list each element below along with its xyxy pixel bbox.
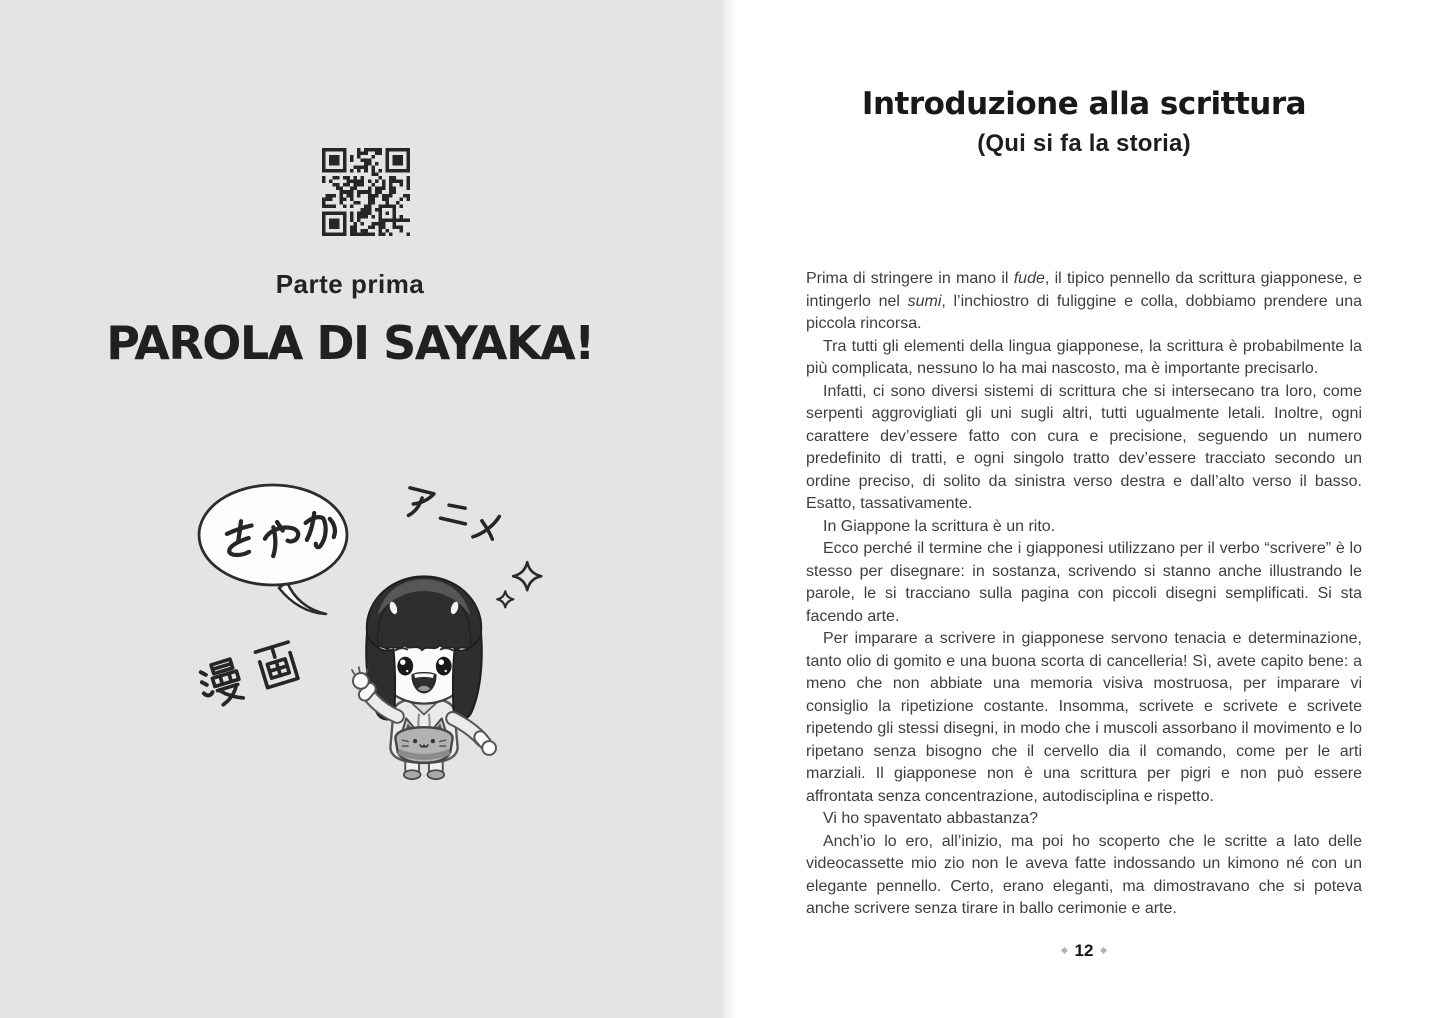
right-page — [727, 0, 1445, 1018]
hair-dome — [367, 576, 481, 679]
legs — [404, 757, 444, 779]
paragraph: Prima di stringere in mano il fude, il tipico pennello da scrittura giapponese, e intingerlo nel sumi, l’inchiostro di fuliggine e colla, dobbiamo prendere una piccola rincorsa. — [806, 270, 1363, 332]
paragraph: Anch’io lo ero, all’inizio, ma poi ho scoperto che le scritte a lato delle videocassette mio zio non le aveva fatte indossando un kimono né con un elegante pennello. Certo, erano eleganti, ma dimostravano che si poteva anche scrivere senza tirare in ballo cerimonie e arte. — [806, 832, 1362, 917]
kanji-ga — [255, 642, 299, 688]
hair-shine — [449, 601, 459, 615]
body-text — [806, 268, 1362, 921]
bubble-tail — [279, 582, 326, 614]
paragraph: Vi ho spaventato abbastanza? — [823, 810, 1038, 827]
hair-highlight — [378, 579, 471, 616]
kanji-man — [197, 658, 245, 709]
hair-right — [453, 636, 482, 720]
part-title: PAROLA DI SAYAKA! — [106, 316, 594, 370]
heart-toggle — [413, 730, 426, 740]
word-anime — [393, 476, 515, 551]
page-number: 12 — [1074, 941, 1094, 960]
extended-arm — [453, 718, 496, 755]
sparkles-icon — [496, 560, 544, 612]
kana-ni — [440, 502, 469, 525]
chibi-character — [350, 566, 498, 784]
chapter-heading: Introduzione alla scrittura — [861, 86, 1307, 122]
kana-me — [473, 511, 499, 543]
footer-diamond-left — [1060, 947, 1067, 954]
bangs — [377, 588, 470, 650]
part-label: Parte prima — [275, 269, 425, 299]
qr-code — [322, 148, 410, 236]
hair-left — [366, 636, 395, 720]
speech-bubble — [195, 482, 355, 618]
bubble-body — [199, 485, 347, 585]
kana-a — [402, 487, 434, 521]
mouth — [412, 673, 436, 693]
footer-diamond-right — [1100, 947, 1107, 954]
paragraph: Tra tutti gli elementi della lingua giapponese, la scrittura è probabilmente la più complicata, nessuno lo ha mai nascosto, ma è importante precisarlo. — [806, 337, 1362, 377]
hoodie-body — [390, 698, 457, 763]
word-manga — [188, 629, 312, 717]
qr-code-canvas — [322, 148, 410, 236]
paragraph: Per imparare a scrivere in giapponese servono tenacia e determinazione, tanto olio di gomito e una buona scorta di cancelleria! Sì, avete capito bene: a meno che non abbiate una memoria visiva mostruosa, per imparare vi consiglio la ripetizione costante. Insomma, scrivete e scrivete e scrivete ripetendo gli stessi disegni, in modo che i muscoli assorbano il movimento e lo ripetano senza bisogno che il cervello dia il comando, come per le arti marziali. Il giapponese non è una scrittura per pigri e non può essere affrontata senza concentrazione, autodisciplina e rispetto. — [806, 630, 1362, 805]
drawstrings — [413, 714, 430, 740]
paragraph: Infatti, ci sono diversi sistemi di scrittura che si intersecano tra loro, come serpenti aggrovigliati gli uni sugli altri, tutti ugualmente letali. Inoltre, ogni carattere dev’essere fatto con cura e precisione, seguendo un numero predefinito di tratti, e ogni singolo tratto dev’essere tracciato secondo un ordine preciso, di solito da sinistra verso destra e dall’alto verso il basso. Esatto, tassativamente. — [806, 382, 1362, 512]
face — [376, 621, 473, 704]
chapter-subheading: (Qui si fa la storia) — [977, 130, 1191, 157]
page-footer — [806, 941, 1362, 961]
paragraph: In Giappone la scrittura è un rito. — [823, 517, 1056, 535]
bubble-kana-sayaka — [226, 511, 337, 561]
paragraph: Ecco perché il termine che i giapponesi utilizzano per il verbo “scrivere” è lo stesso per disegnare: in sostanza, scrivendo si stanno anche illustrando le parole, le si tracciano sulla pagina con piccoli disegni semplificati. Si sta facendo arte. — [806, 540, 1362, 625]
hair-shine — [388, 601, 398, 615]
waving-arm — [352, 667, 397, 716]
cat-pouch — [395, 718, 452, 762]
hood-collar — [409, 698, 439, 714]
